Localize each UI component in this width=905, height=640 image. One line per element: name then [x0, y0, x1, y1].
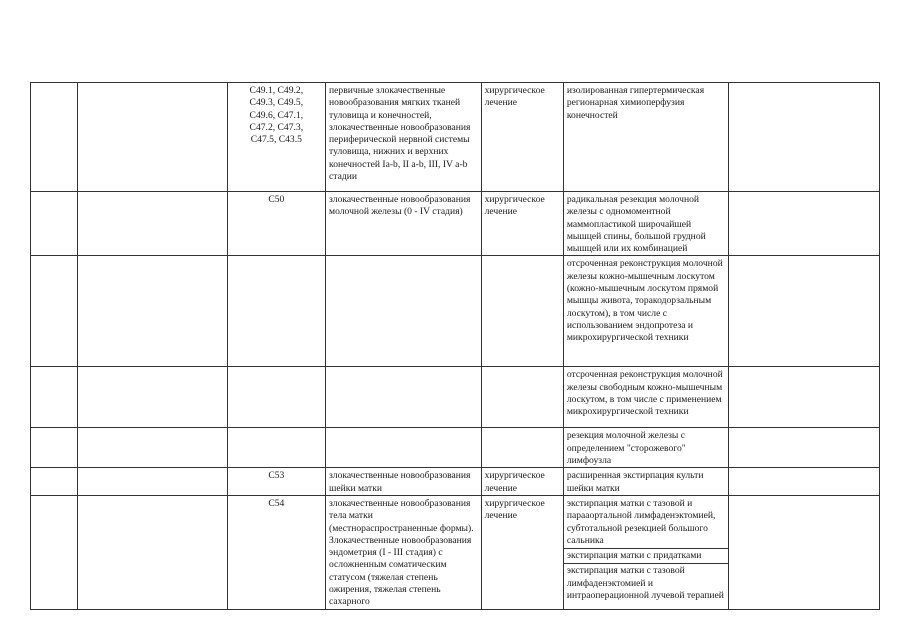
table-row: [31, 192, 880, 256]
treatment-cell: хирургическое лечение: [481, 83, 563, 192]
empty-cell: [729, 367, 880, 428]
diagnosis-cell: злокачественные новообразования шейки матки: [326, 468, 482, 496]
method-cell: [563, 468, 729, 496]
empty-cell: [78, 83, 228, 192]
icd-codes-cell: C53: [227, 468, 325, 496]
table-row: [31, 428, 880, 468]
table-row: [31, 367, 880, 428]
method-item: экстирпация матки с тазовой лимфаденэктомией и интраоперационной лучевой терапией: [564, 563, 729, 602]
treatment-cell: хирургическое лечение: [481, 468, 563, 496]
diagnosis-cell: [326, 367, 482, 428]
empty-cell: [78, 468, 228, 496]
table-row: [31, 495, 880, 609]
icd-codes-cell: C49.1, C49.2, C49.3, C49.5, C49.6, C47.1, C47.2, C47.3, C47.5, C43.5: [227, 83, 325, 192]
empty-cell: [31, 428, 78, 468]
empty-cell: [729, 192, 880, 256]
icd-codes-cell: [227, 256, 325, 367]
method-item: резекция молочной железы с определением "сторожевого" лимфоузла: [566, 430, 686, 467]
empty-cell: [78, 192, 228, 256]
diagnosis-cell: злокачественные новообразования тела матки (местнораспространенные формы). Злокачественные новообразования эндометрия (I - III стадия) с осложненным соматическим статусом (тяжелая степень ожирения, тяжелая степень сахарного: [326, 495, 482, 609]
empty-cell: [78, 428, 228, 468]
empty-cell: [729, 83, 880, 192]
empty-cell: [31, 495, 78, 609]
empty-cell: [31, 256, 78, 367]
method-cell: [563, 192, 729, 256]
empty-cell: [729, 256, 880, 367]
empty-cell: [78, 495, 228, 609]
icd-codes-cell: C50: [227, 192, 325, 256]
method-item: экстирпация матки с придатками: [564, 548, 729, 562]
treatment-cell: хирургическое лечение: [481, 192, 563, 256]
treatment-cell: [481, 367, 563, 428]
icd-codes-cell: C54: [227, 495, 325, 609]
method-item: изолированная гипертермическая регионарная химиоперфузия конечностей: [566, 85, 705, 121]
empty-cell: [729, 428, 880, 468]
table-row: [31, 468, 880, 496]
empty-cell: [729, 468, 880, 496]
empty-cell: [31, 192, 78, 256]
empty-cell: [729, 495, 880, 609]
treatment-cell: хирургическое лечение: [481, 495, 563, 609]
diagnosis-cell: [326, 256, 482, 367]
treatment-cell: [481, 428, 563, 468]
method-item: радикальная резекция молочной железы с одномоментной маммопластикой широчайшей мышцей спины, большой грудной мышцей или их комбинацией: [566, 194, 706, 255]
treatment-cell: [481, 256, 563, 367]
table-row: [31, 83, 880, 192]
procedures-table: [30, 82, 880, 610]
diagnosis-cell: злокачественные новообразования молочной железы (0 - IV стадия): [326, 192, 482, 256]
method-cell: [563, 83, 729, 192]
empty-cell: [31, 468, 78, 496]
method-cell: [563, 256, 729, 367]
method-item: расширенная экстирпация культи шейки матки: [566, 470, 704, 494]
method-item: отсроченная реконструкция молочной железы кожно-мышечным лоскутом (кожно-мышечным лоскутом прямой мышцы живота, торакодорзальным лоскутом), в том числе с использованием эндопротеза и микрохирургической техники: [566, 258, 723, 344]
diagnosis-cell: первичные злокачественные новообразования мягких тканей туловища и конечностей, злокачественные новообразования периферической нервной системы туловища, нижних и верхних конечностей Ia-b, II a-b, III, IV a-b стадии: [326, 83, 482, 192]
empty-cell: [31, 83, 78, 192]
empty-cell: [78, 256, 228, 367]
icd-codes-cell: [227, 367, 325, 428]
method-cell: [563, 367, 729, 428]
empty-cell: [31, 367, 78, 428]
method-item: экстирпация матки с тазовой и парааортальной лимфаденэктомией, субтотальной резекцией большого сальника: [566, 497, 716, 546]
table-row: [31, 256, 880, 367]
method-cell: [563, 428, 729, 468]
empty-cell: [78, 367, 228, 428]
diagnosis-cell: [326, 428, 482, 468]
method-item: отсроченная реконструкция молочной железы свободным кожно-мышечным лоскутом, в том числе с применением микрохирургической техники: [566, 369, 723, 418]
icd-codes-cell: [227, 428, 325, 468]
method-cell: [563, 495, 729, 609]
